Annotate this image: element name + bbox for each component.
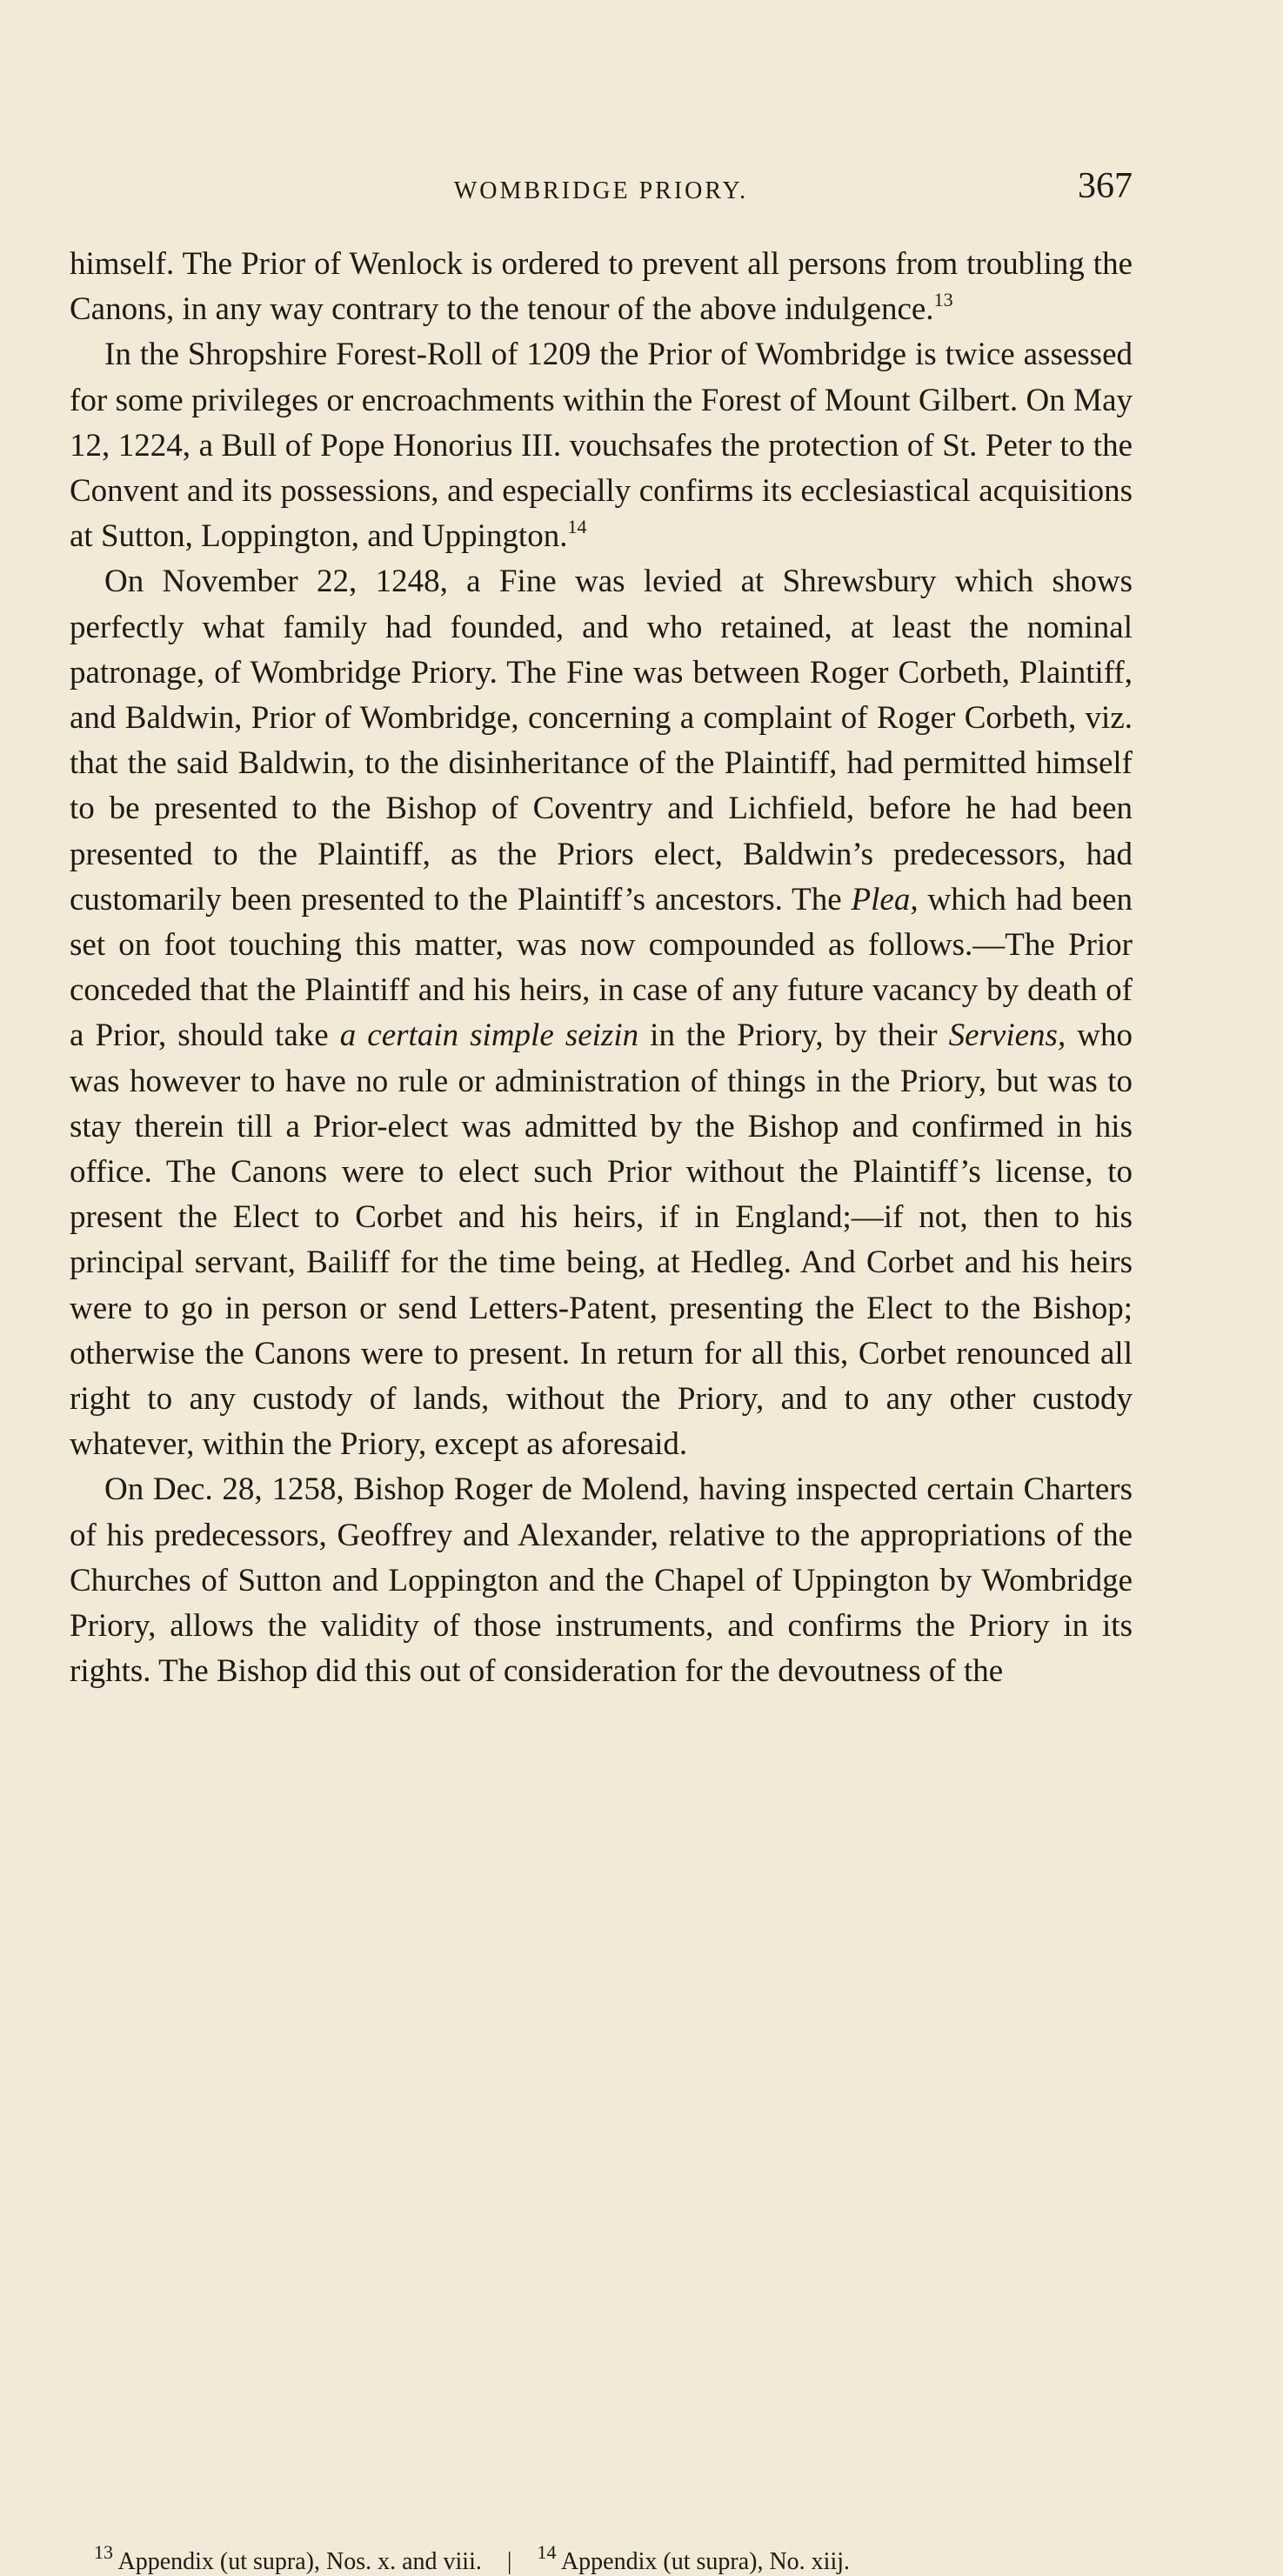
paragraph-text: On Dec. 28, 1258, Bishop Roger de Molend, having inspected certain Charters of his predecessors, Geoffrey and Alexander, relative to the appropriations of the Churches of Sutton and Loppington and the Chapel of Uppington by Wombridge Priory, allows the validity of those instruments, and confirms the Priory in its rights. The Bishop did this out of consideration for the devoutness of the: [70, 1472, 1133, 1690]
paragraph-text: In the Shropshire Forest-Roll of 1209 the Prior of Wombridge is twice assessed for some privileges or encroachments within the Forest of Mount Gilbert. On May 12, 1224, a Bull of Pope Honorius III. vouchsafes the protection of St. Peter to the Convent and its possessions, and especially confirms its ecclesiastical acquisitions at Sutton, Loppington, and Uppington.: [70, 337, 1133, 555]
italic-text: Serviens,: [948, 1018, 1066, 1054]
page-number: 367: [1078, 166, 1133, 206]
footnote-reference: 14: [567, 515, 587, 537]
paragraph-text: who was however to have no rule or administration of things in the Priory, but was to stay therein till a Prior-elect was admitted by the Bishop and confirmed in his office. The Canons were to elect such Prior without the Plaintiff’s license, to present the Elect to Corbet and his heirs, if in England;—if not, then to his principal servant, Bailiff for the time being, at Hedleg. And Corbet and his heirs were to go in person or send Letters-Patent, presenting the Elect to the Bishop; otherwise the Canons were to present. In return for all this, Corbet renounced all right to any custody of lands, without the Priory, and to any other custody whatever, within the Priory, except as aforesaid.: [70, 1018, 1133, 1463]
italic-text: Plea,: [851, 881, 919, 918]
footnote-reference: 13: [933, 288, 953, 310]
paragraph: [70, 559, 1133, 1467]
footnotes: [94, 2540, 850, 2576]
footnote-separator: |: [506, 2548, 512, 2575]
page-header: [70, 165, 1133, 217]
body-text: [70, 242, 1133, 1695]
paragraph: [70, 1467, 1133, 1694]
book-page: [70, 165, 1133, 1695]
footnote-text: Appendix (ut supra), Nos. x. and viii.: [117, 2548, 482, 2575]
footnote-text: Appendix (ut supra), No. xiij.: [560, 2548, 850, 2575]
footnote-mark: 13: [94, 2540, 113, 2563]
paragraph: [70, 242, 1133, 332]
paragraph-text: which had been set on foot touching this matter, was now compounded as follows.—The Prior conceded that the Plaintiff and his heirs, in case of any future vacancy by death of a Prior, should take: [70, 881, 1133, 1054]
paragraph-text: On November 22, 1248, a Fine was levied at Shrewsbury which shows perfectly what family had founded, and who retained, at least the nominal patronage, of Wombridge Priory. The Fine was between Roger Corbeth, Plaintiff, and Baldwin, Prior of Wombridge, concerning a complaint of Roger Corbeth, viz. that the said Baldwin, to the disinheritance of the Plaintiff, had permitted himself to be presented to the Bishop of Coventry and Lichfield, before he had been presented to the Plaintiff, as the Priors elect, Baldwin’s predecessors, had customarily been presented to the Plaintiff’s ancestors. The: [70, 564, 1133, 918]
running-title: WOMBRIDGE PRIORY.: [453, 177, 749, 204]
paragraph-text: himself. The Prior of Wenlock is ordered to prevent all persons from troubling the Canons, in any way contrary to the tenour of the above indulgence.: [70, 246, 1133, 328]
paragraph: [70, 332, 1133, 559]
italic-text: a certain simple seizin: [339, 1018, 639, 1054]
paragraph-text: in the Priory, by their: [638, 1018, 949, 1054]
footnote-mark: 14: [537, 2540, 557, 2563]
footnote-14: [537, 2540, 850, 2576]
footnote-13: [94, 2540, 482, 2576]
